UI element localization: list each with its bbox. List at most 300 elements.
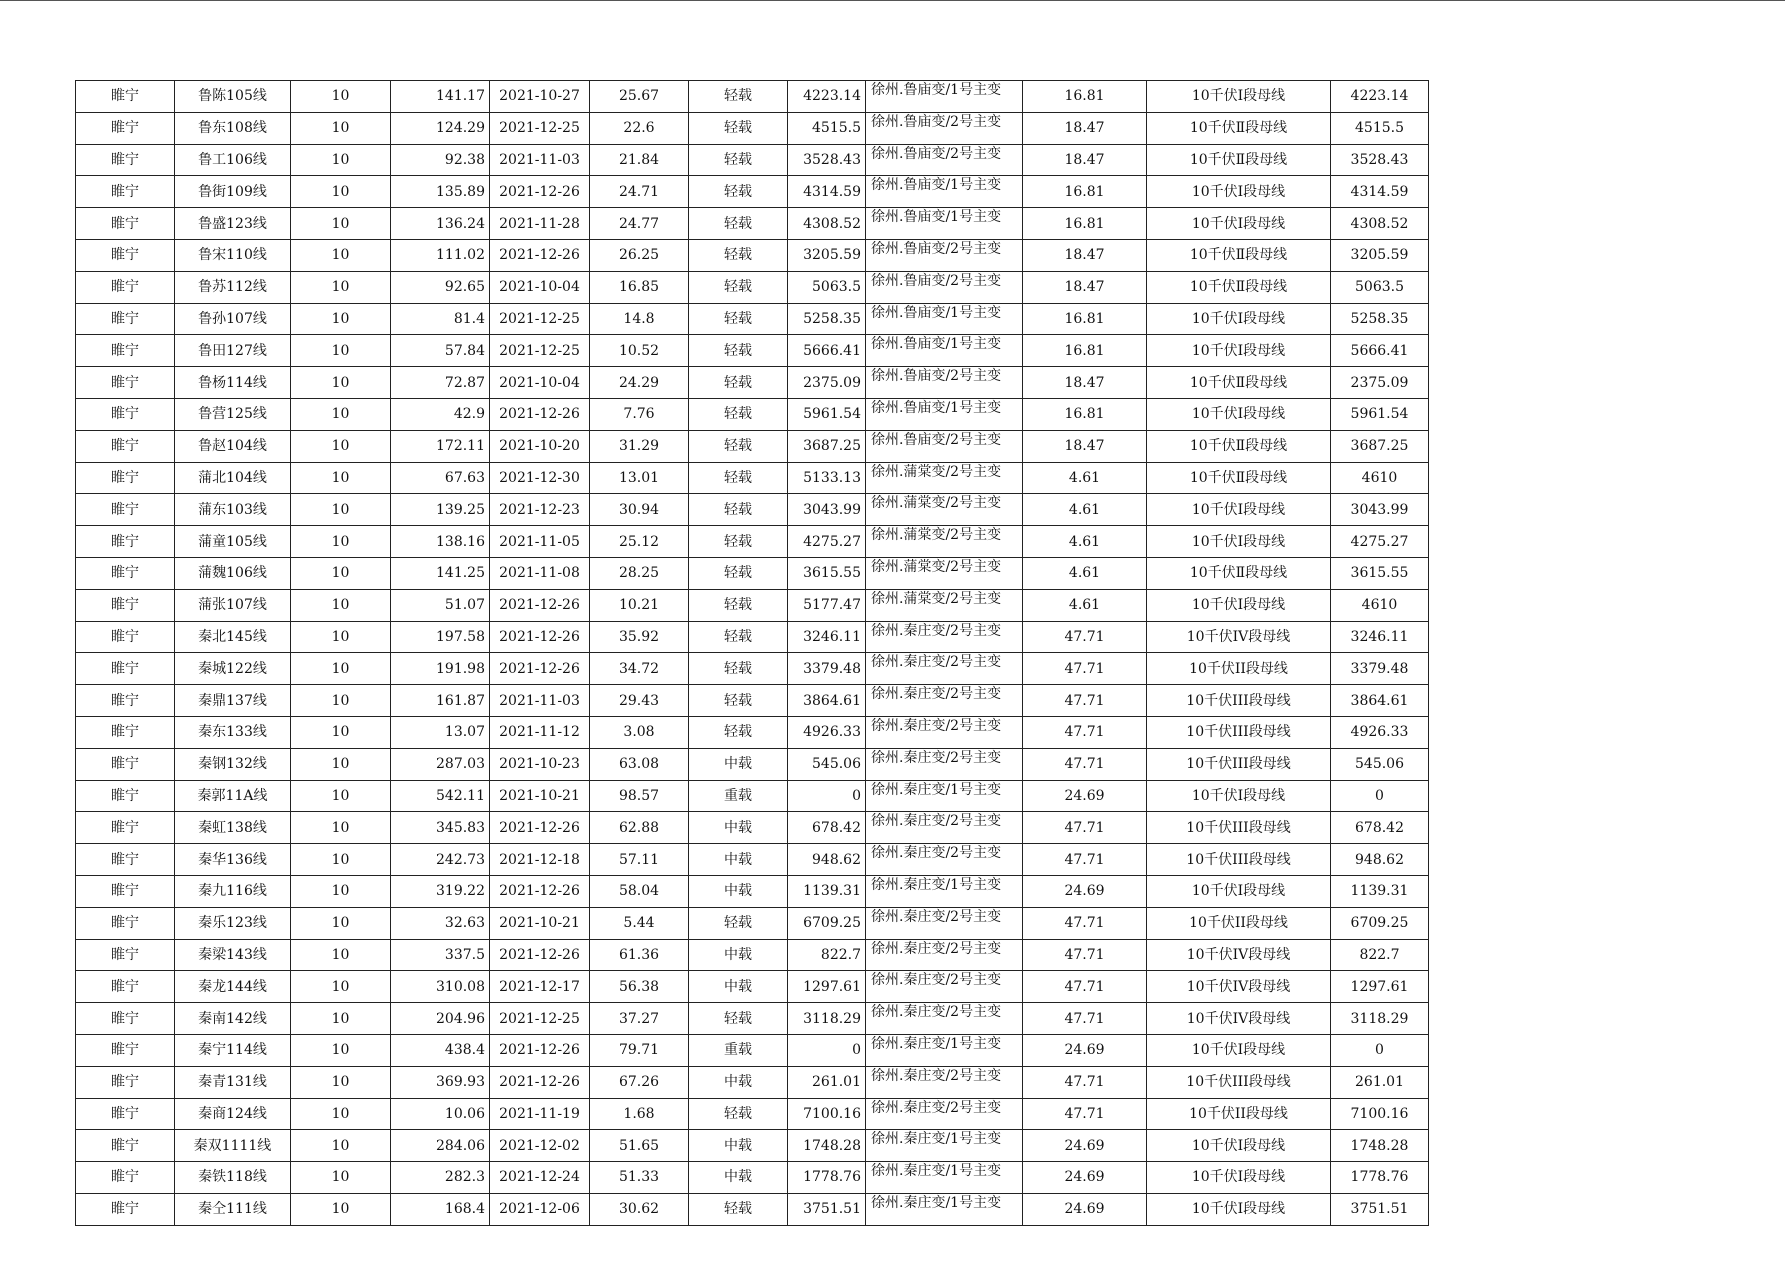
load-status-cell: 轻载 <box>689 462 788 494</box>
current-cell: 81.4 <box>391 303 490 335</box>
county-cell: 睢宁 <box>76 589 175 621</box>
voltage-cell: 10 <box>291 144 391 176</box>
load-rate-cell: 79.71 <box>590 1034 689 1066</box>
line-name-cell: 蒲魏106线 <box>175 557 291 589</box>
available-capacity-cell: 0 <box>1331 780 1429 812</box>
bus-section-cell: 10千伏III段母线 <box>1147 748 1331 780</box>
line-name-cell: 秦商124线 <box>175 1098 291 1130</box>
voltage-cell: 10 <box>291 812 391 844</box>
line-name-cell: 秦东133线 <box>175 716 291 748</box>
load-status-cell: 轻载 <box>689 335 788 367</box>
voltage-cell: 10 <box>291 844 391 876</box>
current-cell: 72.87 <box>391 367 490 399</box>
capacity-cell: 5063.5 <box>788 271 866 303</box>
table-row <box>76 398 1429 430</box>
load-rate-cell: 58.04 <box>590 875 689 907</box>
line-name-cell: 秦北145线 <box>175 621 291 653</box>
line-name-cell: 秦双1111线 <box>175 1130 291 1162</box>
bus-section-cell: 10千伏Ⅰ段母线 <box>1147 1162 1331 1194</box>
voltage-cell: 10 <box>291 939 391 971</box>
bus-load-rate-cell: 16.81 <box>1023 208 1147 240</box>
load-rate-cell: 26.25 <box>590 239 689 271</box>
capacity-cell: 3864.61 <box>788 685 866 717</box>
current-cell: 136.24 <box>391 208 490 240</box>
available-capacity-cell: 3118.29 <box>1331 1003 1429 1035</box>
load-rate-cell: 25.12 <box>590 526 689 558</box>
bus-section-cell: 10千伏Ⅱ段母线 <box>1147 557 1331 589</box>
county-cell: 睢宁 <box>76 494 175 526</box>
bus-section-cell: 10千伏Ⅰ段母线 <box>1147 875 1331 907</box>
bus-load-rate-cell: 4.61 <box>1023 462 1147 494</box>
county-cell: 睢宁 <box>76 716 175 748</box>
table-row <box>76 1098 1429 1130</box>
table-row <box>76 1066 1429 1098</box>
substation-cell: 徐州.秦庄变/1号主变 <box>866 1162 1023 1194</box>
date-cell: 2021-12-26 <box>490 621 590 653</box>
substation-cell: 徐州.鲁庙变/2号主变 <box>866 144 1023 176</box>
line-name-cell: 鲁杨114线 <box>175 367 291 399</box>
current-cell: 345.83 <box>391 812 490 844</box>
table-row <box>76 939 1429 971</box>
date-cell: 2021-10-21 <box>490 907 590 939</box>
load-rate-cell: 29.43 <box>590 685 689 717</box>
county-cell: 睢宁 <box>76 1066 175 1098</box>
date-cell: 2021-12-25 <box>490 335 590 367</box>
voltage-cell: 10 <box>291 367 391 399</box>
available-capacity-cell: 261.01 <box>1331 1066 1429 1098</box>
line-name-cell: 秦梁143线 <box>175 939 291 971</box>
table-row <box>76 621 1429 653</box>
substation-cell: 徐州.蒲棠变/2号主变 <box>866 557 1023 589</box>
current-cell: 369.93 <box>391 1066 490 1098</box>
voltage-cell: 10 <box>291 526 391 558</box>
line-name-cell: 鲁田127线 <box>175 335 291 367</box>
available-capacity-cell: 1778.76 <box>1331 1162 1429 1194</box>
table-row <box>76 271 1429 303</box>
voltage-cell: 10 <box>291 494 391 526</box>
date-cell: 2021-10-27 <box>490 81 590 113</box>
load-rate-cell: 67.26 <box>590 1066 689 1098</box>
table-row <box>76 1034 1429 1066</box>
date-cell: 2021-12-26 <box>490 398 590 430</box>
date-cell: 2021-12-26 <box>490 239 590 271</box>
available-capacity-cell: 2375.09 <box>1331 367 1429 399</box>
substation-cell: 徐州.鲁庙变/1号主变 <box>866 335 1023 367</box>
voltage-cell: 10 <box>291 1034 391 1066</box>
bus-load-rate-cell: 18.47 <box>1023 112 1147 144</box>
available-capacity-cell: 4275.27 <box>1331 526 1429 558</box>
bus-section-cell: 10千伏Ⅰ段母线 <box>1147 526 1331 558</box>
voltage-cell: 10 <box>291 81 391 113</box>
substation-cell: 徐州.秦庄变/2号主变 <box>866 1066 1023 1098</box>
voltage-cell: 10 <box>291 685 391 717</box>
current-cell: 139.25 <box>391 494 490 526</box>
load-status-cell: 重载 <box>689 780 788 812</box>
load-rate-cell: 57.11 <box>590 844 689 876</box>
table-row <box>76 176 1429 208</box>
bus-load-rate-cell: 24.69 <box>1023 1193 1147 1225</box>
voltage-cell: 10 <box>291 875 391 907</box>
load-status-cell: 轻载 <box>689 303 788 335</box>
table-row <box>76 875 1429 907</box>
bus-section-cell: 10千伏III段母线 <box>1147 685 1331 717</box>
date-cell: 2021-12-06 <box>490 1193 590 1225</box>
load-status-cell: 中载 <box>689 875 788 907</box>
load-status-cell: 重载 <box>689 1034 788 1066</box>
date-cell: 2021-11-03 <box>490 144 590 176</box>
load-status-cell: 轻载 <box>689 526 788 558</box>
line-name-cell: 秦铁118线 <box>175 1162 291 1194</box>
voltage-cell: 10 <box>291 589 391 621</box>
load-status-cell: 中载 <box>689 971 788 1003</box>
current-cell: 138.16 <box>391 526 490 558</box>
county-cell: 睢宁 <box>76 653 175 685</box>
table-row <box>76 526 1429 558</box>
load-rate-cell: 30.62 <box>590 1193 689 1225</box>
load-rate-cell: 22.6 <box>590 112 689 144</box>
bus-section-cell: 10千伏Ⅱ段母线 <box>1147 239 1331 271</box>
date-cell: 2021-11-28 <box>490 208 590 240</box>
bus-section-cell: 10千伏Ⅰ段母线 <box>1147 176 1331 208</box>
bus-load-rate-cell: 18.47 <box>1023 430 1147 462</box>
load-rate-cell: 24.29 <box>590 367 689 399</box>
load-rate-cell: 51.33 <box>590 1162 689 1194</box>
substation-cell: 徐州.蒲棠变/2号主变 <box>866 526 1023 558</box>
load-rate-cell: 30.94 <box>590 494 689 526</box>
data-table <box>75 80 1429 1226</box>
load-status-cell: 轻载 <box>689 430 788 462</box>
substation-cell: 徐州.鲁庙变/1号主变 <box>866 303 1023 335</box>
capacity-cell: 5258.35 <box>788 303 866 335</box>
capacity-cell: 4308.52 <box>788 208 866 240</box>
load-status-cell: 中载 <box>689 748 788 780</box>
voltage-cell: 10 <box>291 462 391 494</box>
load-rate-cell: 5.44 <box>590 907 689 939</box>
table-row <box>76 844 1429 876</box>
current-cell: 67.63 <box>391 462 490 494</box>
bus-load-rate-cell: 47.71 <box>1023 1003 1147 1035</box>
voltage-cell: 10 <box>291 335 391 367</box>
substation-cell: 徐州.秦庄变/1号主变 <box>866 780 1023 812</box>
table-row <box>76 494 1429 526</box>
capacity-cell: 3043.99 <box>788 494 866 526</box>
current-cell: 57.84 <box>391 335 490 367</box>
substation-cell: 徐州.秦庄变/1号主变 <box>866 1193 1023 1225</box>
date-cell: 2021-12-26 <box>490 1066 590 1098</box>
load-status-cell: 中载 <box>689 1162 788 1194</box>
available-capacity-cell: 4223.14 <box>1331 81 1429 113</box>
capacity-cell: 3528.43 <box>788 144 866 176</box>
county-cell: 睢宁 <box>76 685 175 717</box>
county-cell: 睢宁 <box>76 939 175 971</box>
date-cell: 2021-12-25 <box>490 112 590 144</box>
date-cell: 2021-11-19 <box>490 1098 590 1130</box>
bus-section-cell: 10千伏IV段母线 <box>1147 621 1331 653</box>
substation-cell: 徐州.秦庄变/2号主变 <box>866 971 1023 1003</box>
voltage-cell: 10 <box>291 1193 391 1225</box>
load-rate-cell: 14.8 <box>590 303 689 335</box>
current-cell: 141.17 <box>391 81 490 113</box>
bus-load-rate-cell: 4.61 <box>1023 526 1147 558</box>
capacity-cell: 1297.61 <box>788 971 866 1003</box>
line-name-cell: 秦宁114线 <box>175 1034 291 1066</box>
line-name-cell: 鲁盛123线 <box>175 208 291 240</box>
line-name-cell: 秦钢132线 <box>175 748 291 780</box>
voltage-cell: 10 <box>291 557 391 589</box>
bus-load-rate-cell: 4.61 <box>1023 557 1147 589</box>
table-row <box>76 239 1429 271</box>
bus-section-cell: 10千伏Ⅱ段母线 <box>1147 144 1331 176</box>
table-row <box>76 780 1429 812</box>
substation-cell: 徐州.秦庄变/1号主变 <box>866 1034 1023 1066</box>
line-name-cell: 鲁宋110线 <box>175 239 291 271</box>
capacity-cell: 678.42 <box>788 812 866 844</box>
table-row <box>76 144 1429 176</box>
current-cell: 92.38 <box>391 144 490 176</box>
bus-section-cell: 10千伏IV段母线 <box>1147 939 1331 971</box>
county-cell: 睢宁 <box>76 303 175 335</box>
voltage-cell: 10 <box>291 430 391 462</box>
load-status-cell: 轻载 <box>689 1098 788 1130</box>
available-capacity-cell: 3615.55 <box>1331 557 1429 589</box>
capacity-cell: 3118.29 <box>788 1003 866 1035</box>
substation-cell: 徐州.秦庄变/2号主变 <box>866 907 1023 939</box>
line-name-cell: 蒲北104线 <box>175 462 291 494</box>
bus-section-cell: 10千伏Ⅰ段母线 <box>1147 303 1331 335</box>
substation-cell: 徐州.秦庄变/2号主变 <box>866 939 1023 971</box>
bus-load-rate-cell: 16.81 <box>1023 81 1147 113</box>
capacity-cell: 0 <box>788 780 866 812</box>
date-cell: 2021-12-26 <box>490 939 590 971</box>
current-cell: 135.89 <box>391 176 490 208</box>
load-rate-cell: 1.68 <box>590 1098 689 1130</box>
current-cell: 197.58 <box>391 621 490 653</box>
voltage-cell: 10 <box>291 621 391 653</box>
capacity-cell: 2375.09 <box>788 367 866 399</box>
county-cell: 睢宁 <box>76 844 175 876</box>
table-row <box>76 685 1429 717</box>
voltage-cell: 10 <box>291 971 391 1003</box>
county-cell: 睢宁 <box>76 1130 175 1162</box>
bus-section-cell: 10千伏II段母线 <box>1147 1098 1331 1130</box>
available-capacity-cell: 3751.51 <box>1331 1193 1429 1225</box>
available-capacity-cell: 678.42 <box>1331 812 1429 844</box>
load-rate-cell: 7.76 <box>590 398 689 430</box>
load-rate-cell: 24.71 <box>590 176 689 208</box>
substation-cell: 徐州.鲁庙变/2号主变 <box>866 112 1023 144</box>
capacity-cell: 3379.48 <box>788 653 866 685</box>
substation-cell: 徐州.秦庄变/2号主变 <box>866 1003 1023 1035</box>
substation-cell: 徐州.秦庄变/2号主变 <box>866 716 1023 748</box>
county-cell: 睢宁 <box>76 112 175 144</box>
county-cell: 睢宁 <box>76 812 175 844</box>
load-rate-cell: 61.36 <box>590 939 689 971</box>
voltage-cell: 10 <box>291 716 391 748</box>
current-cell: 13.07 <box>391 716 490 748</box>
table-row <box>76 812 1429 844</box>
load-rate-cell: 13.01 <box>590 462 689 494</box>
bus-load-rate-cell: 24.69 <box>1023 780 1147 812</box>
voltage-cell: 10 <box>291 1003 391 1035</box>
voltage-cell: 10 <box>291 208 391 240</box>
substation-cell: 徐州.秦庄变/2号主变 <box>866 653 1023 685</box>
capacity-cell: 3246.11 <box>788 621 866 653</box>
bus-section-cell: 10千伏Ⅰ段母线 <box>1147 1034 1331 1066</box>
capacity-cell: 5177.47 <box>788 589 866 621</box>
county-cell: 睢宁 <box>76 239 175 271</box>
voltage-cell: 10 <box>291 303 391 335</box>
load-rate-cell: 10.21 <box>590 589 689 621</box>
bus-section-cell: 10千伏Ⅱ段母线 <box>1147 112 1331 144</box>
bus-section-cell: 10千伏II段母线 <box>1147 653 1331 685</box>
line-name-cell: 蒲张107线 <box>175 589 291 621</box>
table-row <box>76 1130 1429 1162</box>
table-row <box>76 748 1429 780</box>
bus-section-cell: 10千伏Ⅱ段母线 <box>1147 462 1331 494</box>
bus-load-rate-cell: 16.81 <box>1023 335 1147 367</box>
date-cell: 2021-11-03 <box>490 685 590 717</box>
county-cell: 睢宁 <box>76 907 175 939</box>
capacity-cell: 261.01 <box>788 1066 866 1098</box>
table-row <box>76 335 1429 367</box>
voltage-cell: 10 <box>291 780 391 812</box>
county-cell: 睢宁 <box>76 1193 175 1225</box>
bus-load-rate-cell: 18.47 <box>1023 271 1147 303</box>
load-status-cell: 中载 <box>689 1066 788 1098</box>
line-name-cell: 鲁赵104线 <box>175 430 291 462</box>
capacity-cell: 4314.59 <box>788 176 866 208</box>
county-cell: 睢宁 <box>76 335 175 367</box>
bus-load-rate-cell: 16.81 <box>1023 176 1147 208</box>
load-status-cell: 轻载 <box>689 557 788 589</box>
bus-load-rate-cell: 4.61 <box>1023 589 1147 621</box>
table-row <box>76 367 1429 399</box>
bus-load-rate-cell: 16.81 <box>1023 398 1147 430</box>
date-cell: 2021-12-26 <box>490 589 590 621</box>
capacity-cell: 5666.41 <box>788 335 866 367</box>
current-cell: 51.07 <box>391 589 490 621</box>
available-capacity-cell: 3864.61 <box>1331 685 1429 717</box>
current-cell: 172.11 <box>391 430 490 462</box>
county-cell: 睢宁 <box>76 176 175 208</box>
table-row <box>76 716 1429 748</box>
bus-load-rate-cell: 47.71 <box>1023 939 1147 971</box>
load-status-cell: 轻载 <box>689 176 788 208</box>
voltage-cell: 10 <box>291 271 391 303</box>
available-capacity-cell: 1139.31 <box>1331 875 1429 907</box>
line-name-cell: 秦九116线 <box>175 875 291 907</box>
date-cell: 2021-10-20 <box>490 430 590 462</box>
date-cell: 2021-12-30 <box>490 462 590 494</box>
current-cell: 542.11 <box>391 780 490 812</box>
line-name-cell: 秦城122线 <box>175 653 291 685</box>
table-row <box>76 1162 1429 1194</box>
current-cell: 10.06 <box>391 1098 490 1130</box>
line-name-cell: 秦仝111线 <box>175 1193 291 1225</box>
bus-section-cell: 10千伏III段母线 <box>1147 716 1331 748</box>
county-cell: 睢宁 <box>76 144 175 176</box>
available-capacity-cell: 7100.16 <box>1331 1098 1429 1130</box>
line-name-cell: 秦青131线 <box>175 1066 291 1098</box>
available-capacity-cell: 5258.35 <box>1331 303 1429 335</box>
substation-cell: 徐州.鲁庙变/1号主变 <box>866 81 1023 113</box>
county-cell: 睢宁 <box>76 557 175 589</box>
table-row <box>76 907 1429 939</box>
date-cell: 2021-11-12 <box>490 716 590 748</box>
table-row <box>76 303 1429 335</box>
current-cell: 168.4 <box>391 1193 490 1225</box>
bus-load-rate-cell: 24.69 <box>1023 875 1147 907</box>
load-status-cell: 轻载 <box>689 239 788 271</box>
current-cell: 42.9 <box>391 398 490 430</box>
date-cell: 2021-12-26 <box>490 176 590 208</box>
bus-section-cell: 10千伏III段母线 <box>1147 1066 1331 1098</box>
load-status-cell: 轻载 <box>689 621 788 653</box>
county-cell: 睢宁 <box>76 208 175 240</box>
bus-load-rate-cell: 24.69 <box>1023 1130 1147 1162</box>
available-capacity-cell: 3379.48 <box>1331 653 1429 685</box>
load-status-cell: 轻载 <box>689 1193 788 1225</box>
substation-cell: 徐州.秦庄变/2号主变 <box>866 748 1023 780</box>
bus-section-cell: 10千伏IV段母线 <box>1147 1003 1331 1035</box>
bus-load-rate-cell: 47.71 <box>1023 621 1147 653</box>
county-cell: 睢宁 <box>76 1162 175 1194</box>
line-name-cell: 鲁孙107线 <box>175 303 291 335</box>
capacity-cell: 4515.5 <box>788 112 866 144</box>
substation-cell: 徐州.鲁庙变/1号主变 <box>866 398 1023 430</box>
bus-section-cell: 10千伏Ⅰ段母线 <box>1147 589 1331 621</box>
substation-cell: 徐州.秦庄变/2号主变 <box>866 1098 1023 1130</box>
bus-load-rate-cell: 4.61 <box>1023 494 1147 526</box>
available-capacity-cell: 0 <box>1331 1034 1429 1066</box>
bus-load-rate-cell: 47.71 <box>1023 844 1147 876</box>
load-rate-cell: 3.08 <box>590 716 689 748</box>
date-cell: 2021-12-17 <box>490 971 590 1003</box>
table-row <box>76 462 1429 494</box>
capacity-cell: 1778.76 <box>788 1162 866 1194</box>
bus-load-rate-cell: 24.69 <box>1023 1162 1147 1194</box>
bus-load-rate-cell: 16.81 <box>1023 303 1147 335</box>
bus-section-cell: 10千伏III段母线 <box>1147 812 1331 844</box>
available-capacity-cell: 545.06 <box>1331 748 1429 780</box>
capacity-cell: 5133.13 <box>788 462 866 494</box>
load-rate-cell: 31.29 <box>590 430 689 462</box>
voltage-cell: 10 <box>291 176 391 208</box>
voltage-cell: 10 <box>291 239 391 271</box>
bus-section-cell: 10千伏Ⅰ段母线 <box>1147 81 1331 113</box>
bus-section-cell: 10千伏IV段母线 <box>1147 971 1331 1003</box>
bus-section-cell: 10千伏Ⅱ段母线 <box>1147 271 1331 303</box>
available-capacity-cell: 5063.5 <box>1331 271 1429 303</box>
load-rate-cell: 25.67 <box>590 81 689 113</box>
current-cell: 92.65 <box>391 271 490 303</box>
bus-section-cell: 10千伏III段母线 <box>1147 844 1331 876</box>
load-rate-cell: 51.65 <box>590 1130 689 1162</box>
bus-section-cell: 10千伏Ⅰ段母线 <box>1147 780 1331 812</box>
date-cell: 2021-12-25 <box>490 1003 590 1035</box>
bus-load-rate-cell: 47.71 <box>1023 716 1147 748</box>
voltage-cell: 10 <box>291 653 391 685</box>
date-cell: 2021-12-26 <box>490 1034 590 1066</box>
current-cell: 191.98 <box>391 653 490 685</box>
voltage-cell: 10 <box>291 398 391 430</box>
capacity-cell: 3615.55 <box>788 557 866 589</box>
load-rate-cell: 28.25 <box>590 557 689 589</box>
available-capacity-cell: 4610 <box>1331 589 1429 621</box>
bus-load-rate-cell: 47.71 <box>1023 971 1147 1003</box>
capacity-cell: 0 <box>788 1034 866 1066</box>
load-status-cell: 轻载 <box>689 1003 788 1035</box>
